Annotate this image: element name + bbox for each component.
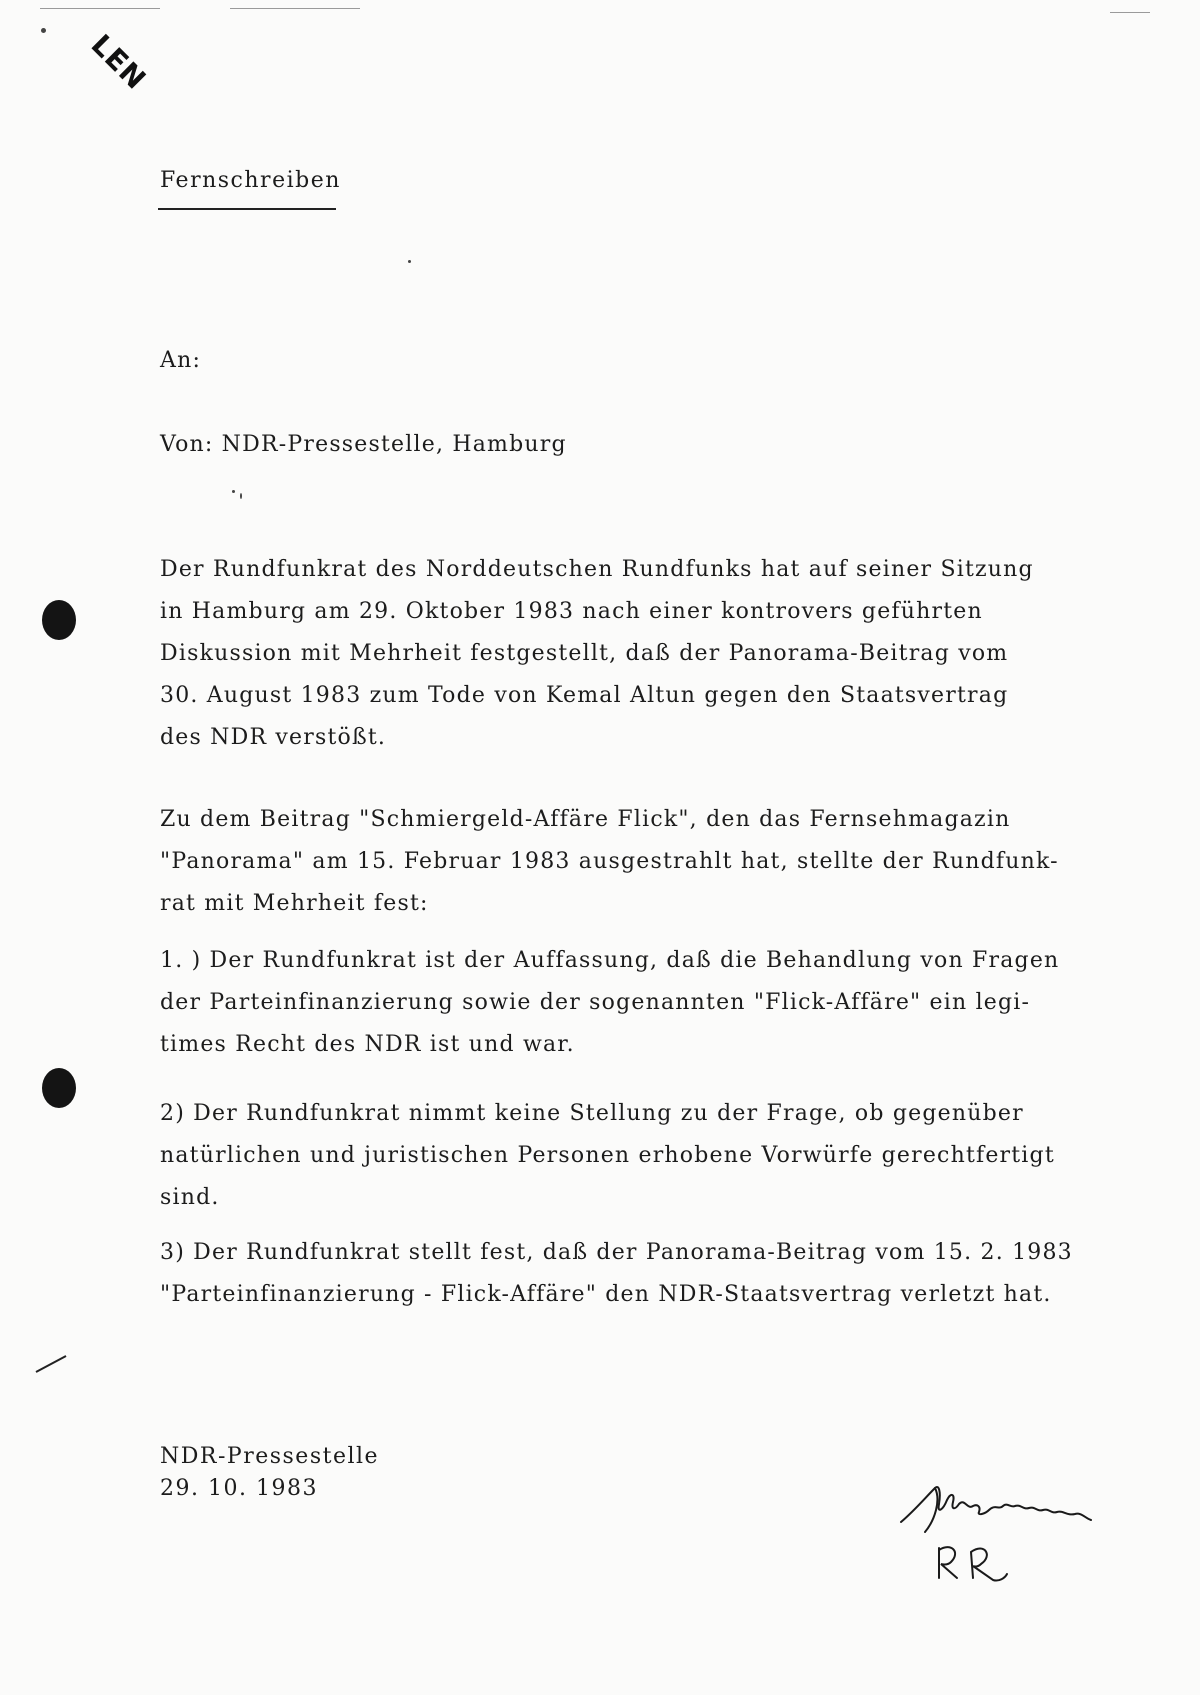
- paragraph-1-line: Der Rundfunkrat des Norddeutschen Rundfunks hat auf seiner Sitzung: [160, 557, 1034, 582]
- paragraph-2-line: Zu dem Beitrag "Schmiergeld-Affäre Flick", den das Fernsehmagazin: [160, 807, 1011, 832]
- paragraph-1-line: des NDR verstößt.: [160, 725, 387, 750]
- pen-mark: [34, 1350, 70, 1376]
- point-2-line: sind.: [160, 1185, 220, 1210]
- top-rule-far: [1110, 12, 1150, 13]
- closing-date: 29. 10. 1983: [160, 1476, 318, 1501]
- point-2-line: 2) Der Rundfunkrat nimmt keine Stellung zu der Frage, ob gegenüber: [160, 1101, 1024, 1126]
- top-rule-left: [40, 8, 160, 9]
- point-1-line: der Parteinfinanzierung sowie der sogenannten "Flick-Affäre" ein legi-: [160, 990, 1031, 1015]
- punch-hole: [42, 600, 76, 640]
- from-line: Von: NDR-Pressestelle, Hamburg: [160, 432, 567, 457]
- document-type-heading: Fernschreiben: [160, 168, 341, 193]
- paragraph-1-line: Diskussion mit Mehrheit festgestellt, daß der Panorama-Beitrag vom: [160, 641, 1009, 666]
- point-3-line: "Parteinfinanzierung - Flick-Affäre" den NDR-Staatsvertrag verletzt hat.: [160, 1282, 1052, 1307]
- paragraph-2-line: "Panorama" am 15. Februar 1983 ausgestrahlt hat, stellte der Rundfunk-: [160, 849, 1059, 874]
- point-2-line: natürlichen und juristischen Personen erhobene Vorwürfe gerechtfertigt: [160, 1143, 1055, 1168]
- speck: [41, 28, 46, 33]
- paragraph-1-line: in Hamburg am 29. Oktober 1983 nach einer kontrovers geführten: [160, 599, 983, 624]
- closing-organization: NDR-Pressestelle: [160, 1444, 380, 1469]
- point-1-line: times Recht des NDR ist und war.: [160, 1032, 575, 1057]
- handwritten-signature: [895, 1470, 1115, 1590]
- punch-hole: [42, 1068, 76, 1108]
- heading-underline: [158, 208, 336, 210]
- to-label: An:: [160, 348, 202, 373]
- paragraph-2-line: rat mit Mehrheit fest:: [160, 891, 429, 916]
- speck: [240, 493, 242, 499]
- point-3-line: 3) Der Rundfunkrat stellt fest, daß der Panorama-Beitrag vom 15. 2. 1983: [160, 1240, 1073, 1265]
- point-1-line: 1. ) Der Rundfunkrat ist der Auffassung, daß die Behandlung von Fragen: [160, 948, 1060, 973]
- partial-stamp: LEN: [84, 28, 153, 97]
- paragraph-1-line: 30. August 1983 zum Tode von Kemal Altun gegen den Staatsvertrag: [160, 683, 1009, 708]
- top-rule-right: [230, 8, 360, 9]
- speck: [408, 260, 411, 263]
- speck: [232, 490, 235, 493]
